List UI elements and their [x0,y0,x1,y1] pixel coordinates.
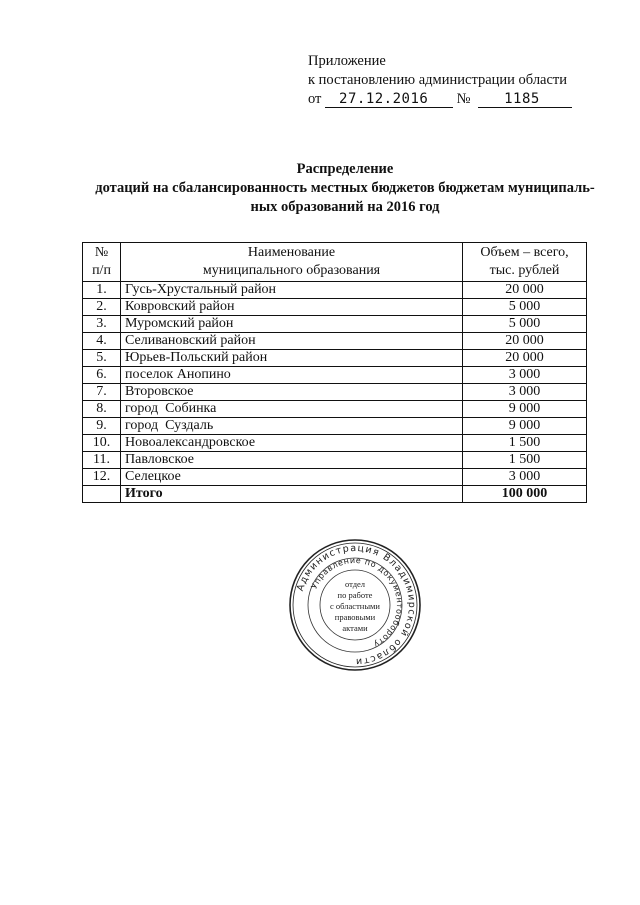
table-row [83,350,587,367]
title-line-1: Распределение [296,161,394,177]
table-row [83,282,587,299]
header-name-line-2: муниципального образования [202,263,381,278]
row-amount: 3 000 [463,469,587,486]
date-prefix: от [308,91,322,107]
stamp-center-line-2: по работе [337,590,373,600]
stamp-center-line-3: с областными [330,601,380,611]
row-name: Павловское [121,452,463,469]
table-row [83,316,587,333]
appendix-subtitle: к постановлению администрации области [308,72,568,88]
row-name: Муромский район [121,316,463,333]
table-row [83,452,587,469]
stamp-center-line-1: отдел [344,579,366,589]
table-row [83,469,587,486]
number-prefix: № [456,91,471,107]
row-name: Юрьев-Польский район [121,350,463,367]
stamp-center-line-5: актами [342,623,368,633]
appendix-title: Приложение [308,53,386,69]
allocation-table [82,242,587,503]
total-amount: 100 000 [463,486,587,503]
header-name [121,243,463,282]
stamp-center-line-4: правовыми [334,612,376,622]
date-value: 27.12.2016 [325,91,453,108]
total-num-empty [83,486,121,503]
row-num: 4. [83,333,121,350]
row-num: 9. [83,418,121,435]
header-amount-line-1: Объем – всего, [480,245,569,260]
row-num: 1. [83,282,121,299]
row-num: 8. [83,401,121,418]
table-header-row [83,243,587,282]
table-row [83,384,587,401]
row-amount: 3 000 [463,384,587,401]
row-amount: 9 000 [463,418,587,435]
header-num [83,243,121,282]
table-row [83,367,587,384]
row-name: Гусь-Хрустальный район [121,282,463,299]
title-line-2: дотаций на сбалансированность местных бюджетов бюджетам муниципаль- [95,180,595,196]
row-name: Селецкое [121,469,463,486]
row-amount: 3 000 [463,367,587,384]
row-amount: 5 000 [463,316,587,333]
row-num: 11. [83,452,121,469]
row-name: Ковровский район [121,299,463,316]
row-num: 6. [83,367,121,384]
header-amount-line-2: тыс. рублей [489,263,560,278]
total-label: Итого [121,486,463,503]
document-title [60,160,630,217]
row-num: 10. [83,435,121,452]
header-num-line-2: п/п [92,263,111,278]
row-amount: 20 000 [463,333,587,350]
row-num: 3. [83,316,121,333]
row-amount: 1 500 [463,452,587,469]
row-num: 7. [83,384,121,401]
header-name-line-1: Наименование [247,245,336,260]
row-amount: 5 000 [463,299,587,316]
stamp-inner-text: Управление по документообороту [309,555,405,650]
row-name: Селивановский район [121,333,463,350]
table-row [83,333,587,350]
row-amount: 20 000 [463,350,587,367]
table-row [83,299,587,316]
row-num: 2. [83,299,121,316]
title-line-3: ных образований на 2016 год [250,199,440,215]
header-num-line-1: № [94,245,109,260]
official-stamp [287,537,423,673]
row-amount: 9 000 [463,401,587,418]
row-num: 12. [83,469,121,486]
row-name: город Суздаль [121,418,463,435]
table-row [83,418,587,435]
number-value: 1185 [478,91,572,108]
table-row [83,435,587,452]
row-num: 5. [83,350,121,367]
appendix-date-number-line [308,90,572,109]
table-row [83,401,587,418]
row-amount: 20 000 [463,282,587,299]
appendix-header [308,52,572,109]
row-name: Второвское [121,384,463,401]
stamp-outer-text: Администрация Владимирской области [294,542,418,668]
row-amount: 1 500 [463,435,587,452]
row-name: Новоалександровское [121,435,463,452]
row-name: город Собинка [121,401,463,418]
row-name: поселок Анопино [121,367,463,384]
header-amount [463,243,587,282]
table-total-row [83,486,587,503]
